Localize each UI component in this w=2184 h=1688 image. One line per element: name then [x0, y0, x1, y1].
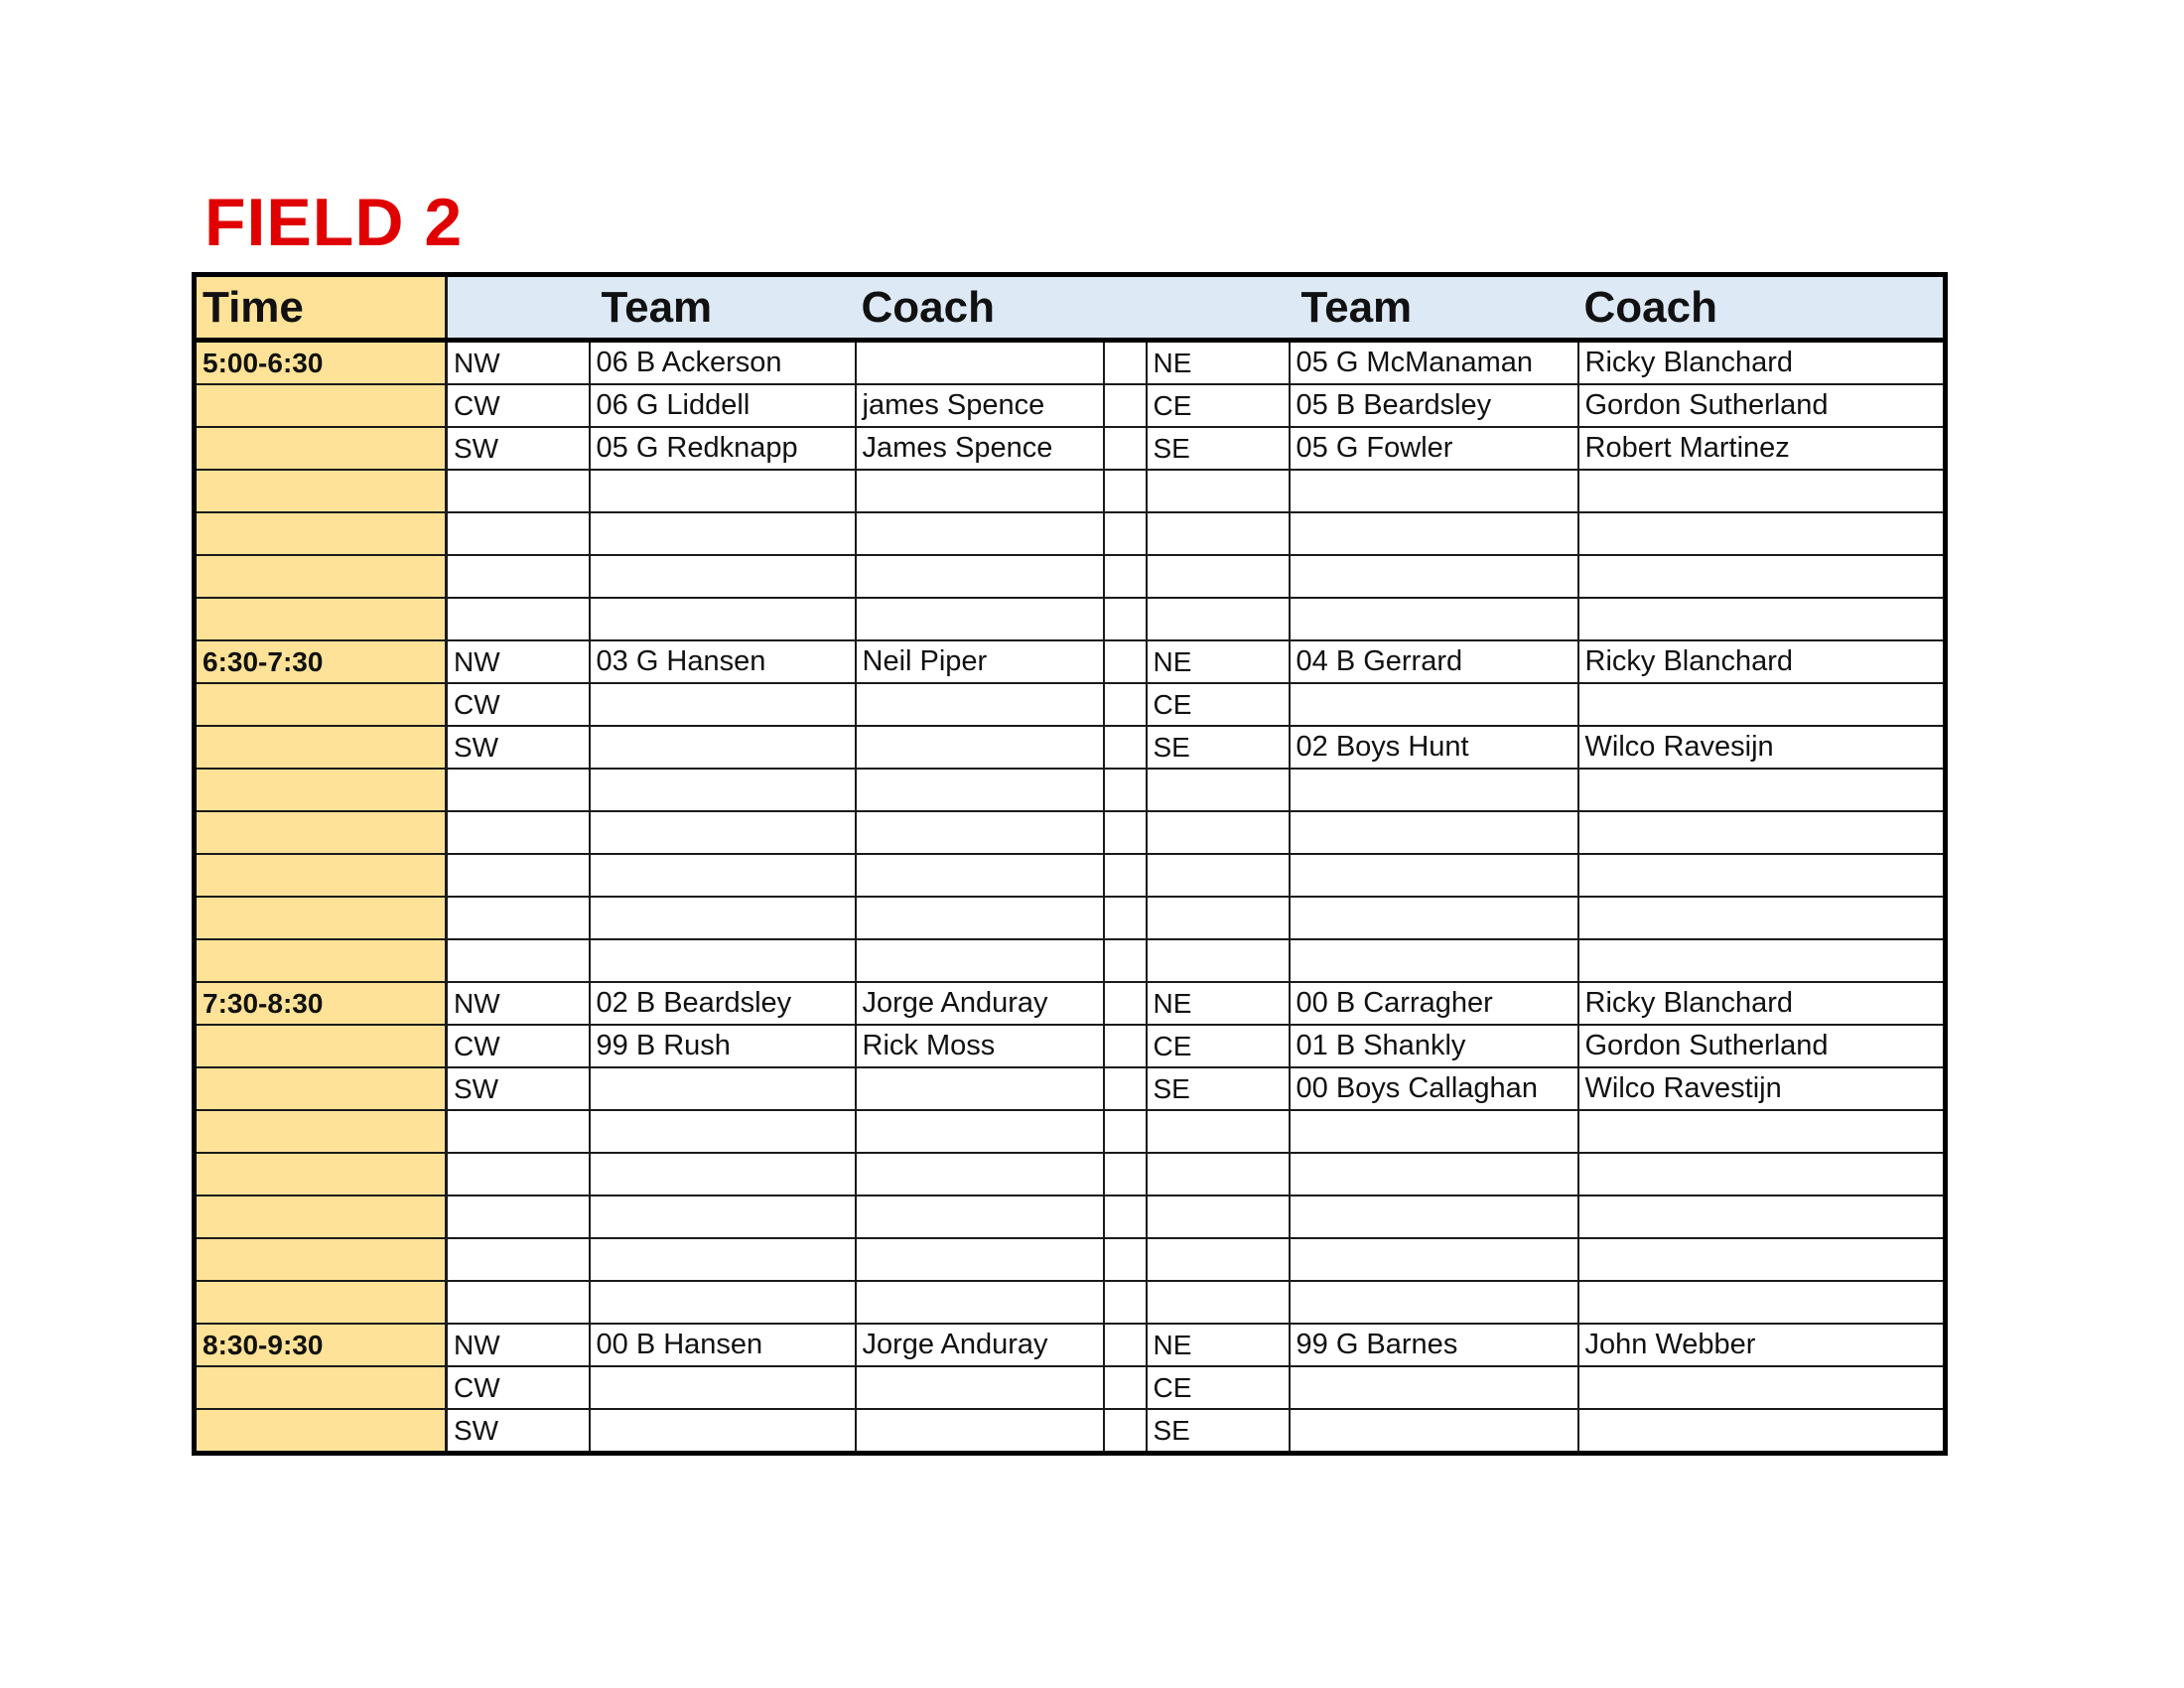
- east-coach-cell: [1578, 854, 1946, 897]
- header-time: Time: [195, 275, 447, 341]
- table-row: [195, 555, 1946, 598]
- west-team-cell: [590, 512, 856, 555]
- table-row: [195, 1110, 1946, 1153]
- east-coach-cell: [1578, 939, 1946, 982]
- east-coach-cell: Ricky Blanchard: [1578, 341, 1946, 385]
- header-coach-left: Coach: [856, 275, 1104, 341]
- east-team-cell: 99 G Barnes: [1290, 1324, 1578, 1366]
- time-cell: [195, 683, 447, 726]
- table-row: [195, 1281, 1946, 1324]
- west-location-cell: [447, 1196, 590, 1238]
- west-coach-cell: [856, 811, 1104, 854]
- east-team-cell: 05 G Fowler: [1290, 427, 1578, 470]
- divider-cell: [1104, 341, 1147, 385]
- header-coach-right: Coach: [1578, 275, 1946, 341]
- west-team-cell: 06 G Liddell: [590, 384, 856, 427]
- east-location-cell: [1147, 939, 1290, 982]
- east-team-cell: 00 B Carragher: [1290, 982, 1578, 1025]
- table-row: [195, 854, 1946, 897]
- east-coach-cell: [1578, 1366, 1946, 1409]
- west-location-cell: [447, 897, 590, 939]
- divider-cell: [1104, 982, 1147, 1025]
- west-coach-cell: Neil Piper: [856, 640, 1104, 683]
- time-cell: [195, 854, 447, 897]
- west-coach-cell: [856, 1409, 1104, 1454]
- east-coach-cell: [1578, 555, 1946, 598]
- east-team-cell: [1290, 1110, 1578, 1153]
- header-team-right: Team: [1290, 275, 1578, 341]
- east-coach-cell: [1578, 1110, 1946, 1153]
- table-row: [195, 470, 1946, 512]
- east-team-cell: [1290, 555, 1578, 598]
- time-cell: 6:30-7:30: [195, 640, 447, 683]
- divider-cell: [1104, 854, 1147, 897]
- time-cell: [195, 726, 447, 769]
- time-cell: [195, 1153, 447, 1196]
- table-row: [195, 1238, 1946, 1281]
- west-location-cell: NW: [447, 640, 590, 683]
- east-location-cell: [1147, 769, 1290, 811]
- west-coach-cell: Rick Moss: [856, 1025, 1104, 1067]
- west-coach-cell: James Spence: [856, 427, 1104, 470]
- east-coach-cell: Ricky Blanchard: [1578, 982, 1946, 1025]
- east-location-cell: [1147, 1238, 1290, 1281]
- table-row: [195, 384, 1946, 427]
- table-row: [195, 512, 1946, 555]
- table-row: [195, 939, 1946, 982]
- time-cell: 8:30-9:30: [195, 1324, 447, 1366]
- east-team-cell: [1290, 1366, 1578, 1409]
- east-coach-cell: Gordon Sutherland: [1578, 1025, 1946, 1067]
- east-location-cell: CE: [1147, 1366, 1290, 1409]
- east-team-cell: [1290, 854, 1578, 897]
- east-team-cell: [1290, 598, 1578, 640]
- header-team-left: Team: [590, 275, 856, 341]
- divider-cell: [1104, 683, 1147, 726]
- east-location-cell: [1147, 598, 1290, 640]
- west-coach-cell: [856, 897, 1104, 939]
- west-coach-cell: [856, 512, 1104, 555]
- table-row: [195, 341, 1946, 385]
- west-location-cell: CW: [447, 683, 590, 726]
- divider-cell: [1104, 897, 1147, 939]
- east-location-cell: [1147, 1110, 1290, 1153]
- east-location-cell: [1147, 1153, 1290, 1196]
- east-coach-cell: [1578, 683, 1946, 726]
- west-location-cell: CW: [447, 1366, 590, 1409]
- west-location-cell: NW: [447, 1324, 590, 1366]
- east-coach-cell: John Webber: [1578, 1324, 1946, 1366]
- time-cell: [195, 1238, 447, 1281]
- west-team-cell: [590, 555, 856, 598]
- east-location-cell: CE: [1147, 384, 1290, 427]
- west-coach-cell: [856, 341, 1104, 385]
- west-coach-cell: Jorge Anduray: [856, 982, 1104, 1025]
- west-team-cell: [590, 854, 856, 897]
- east-location-cell: CE: [1147, 1025, 1290, 1067]
- west-location-cell: [447, 769, 590, 811]
- west-coach-cell: [856, 1366, 1104, 1409]
- east-location-cell: SE: [1147, 1409, 1290, 1454]
- page-title: FIELD 2: [205, 185, 464, 260]
- time-cell: [195, 470, 447, 512]
- west-team-cell: [590, 1067, 856, 1110]
- east-team-cell: 02 Boys Hunt: [1290, 726, 1578, 769]
- east-coach-cell: [1578, 769, 1946, 811]
- divider-cell: [1104, 1153, 1147, 1196]
- header-spacer: [1147, 275, 1290, 341]
- east-location-cell: NE: [1147, 982, 1290, 1025]
- east-coach-cell: [1578, 1409, 1946, 1454]
- east-coach-cell: [1578, 1238, 1946, 1281]
- table-row: [195, 640, 1946, 683]
- table-row: [195, 1025, 1946, 1067]
- west-location-cell: [447, 1281, 590, 1324]
- table-row: [195, 726, 1946, 769]
- west-team-cell: [590, 470, 856, 512]
- west-coach-cell: [856, 1153, 1104, 1196]
- west-team-cell: [590, 683, 856, 726]
- east-team-cell: [1290, 1281, 1578, 1324]
- divider-cell: [1104, 811, 1147, 854]
- west-coach-cell: [856, 470, 1104, 512]
- divider-cell: [1104, 1409, 1147, 1454]
- west-team-cell: [590, 1153, 856, 1196]
- west-team-cell: [590, 726, 856, 769]
- west-team-cell: [590, 1366, 856, 1409]
- west-coach-cell: [856, 939, 1104, 982]
- west-team-cell: 06 B Ackerson: [590, 341, 856, 385]
- east-team-cell: 04 B Gerrard: [1290, 640, 1578, 683]
- time-cell: [195, 512, 447, 555]
- west-location-cell: SW: [447, 726, 590, 769]
- west-location-cell: [447, 512, 590, 555]
- west-coach-cell: [856, 555, 1104, 598]
- time-cell: [195, 1196, 447, 1238]
- east-coach-cell: [1578, 1153, 1946, 1196]
- west-team-cell: [590, 1281, 856, 1324]
- divider-cell: [1104, 1110, 1147, 1153]
- divider-cell: [1104, 1366, 1147, 1409]
- divider-cell: [1104, 512, 1147, 555]
- table-row: [195, 769, 1946, 811]
- west-location-cell: [447, 555, 590, 598]
- table-row: [195, 1409, 1946, 1454]
- east-location-cell: [1147, 555, 1290, 598]
- divider-cell: [1104, 598, 1147, 640]
- west-location-cell: [447, 598, 590, 640]
- table-row: [195, 811, 1946, 854]
- west-coach-cell: [856, 769, 1104, 811]
- east-location-cell: NE: [1147, 1324, 1290, 1366]
- schedule-body: [195, 341, 1946, 1454]
- west-location-cell: SW: [447, 427, 590, 470]
- time-cell: [195, 811, 447, 854]
- table-row: [195, 1196, 1946, 1238]
- table-row: [195, 1324, 1946, 1366]
- west-location-cell: [447, 854, 590, 897]
- west-coach-cell: [856, 1238, 1104, 1281]
- west-team-cell: [590, 897, 856, 939]
- west-coach-cell: [856, 683, 1104, 726]
- divider-cell: [1104, 1281, 1147, 1324]
- east-team-cell: 05 B Beardsley: [1290, 384, 1578, 427]
- west-coach-cell: [856, 854, 1104, 897]
- table-row: [195, 1366, 1946, 1409]
- east-team-cell: [1290, 811, 1578, 854]
- divider-cell: [1104, 1324, 1147, 1366]
- west-location-cell: [447, 470, 590, 512]
- east-location-cell: [1147, 897, 1290, 939]
- west-team-cell: [590, 598, 856, 640]
- table-row: [195, 1067, 1946, 1110]
- divider-cell: [1104, 470, 1147, 512]
- east-coach-cell: [1578, 470, 1946, 512]
- header-row: [195, 275, 1946, 341]
- west-location-cell: SW: [447, 1067, 590, 1110]
- east-team-cell: 00 Boys Callaghan: [1290, 1067, 1578, 1110]
- east-coach-cell: [1578, 1281, 1946, 1324]
- west-location-cell: SW: [447, 1409, 590, 1454]
- east-team-cell: [1290, 1238, 1578, 1281]
- table-row: [195, 427, 1946, 470]
- east-coach-cell: [1578, 811, 1946, 854]
- time-cell: [195, 1281, 447, 1324]
- divider-cell: [1104, 555, 1147, 598]
- table-row: [195, 683, 1946, 726]
- divider-cell: [1104, 384, 1147, 427]
- west-coach-cell: [856, 1281, 1104, 1324]
- east-coach-cell: [1578, 598, 1946, 640]
- east-team-cell: [1290, 939, 1578, 982]
- east-location-cell: NE: [1147, 640, 1290, 683]
- west-location-cell: [447, 811, 590, 854]
- west-coach-cell: james Spence: [856, 384, 1104, 427]
- west-location-cell: CW: [447, 384, 590, 427]
- time-cell: [195, 1025, 447, 1067]
- header-spacer: [1104, 275, 1147, 341]
- east-team-cell: [1290, 1409, 1578, 1454]
- time-cell: [195, 555, 447, 598]
- west-location-cell: [447, 1238, 590, 1281]
- west-team-cell: [590, 939, 856, 982]
- east-location-cell: [1147, 512, 1290, 555]
- east-coach-cell: Gordon Sutherland: [1578, 384, 1946, 427]
- east-team-cell: [1290, 769, 1578, 811]
- west-team-cell: [590, 1409, 856, 1454]
- time-cell: [195, 1110, 447, 1153]
- west-team-cell: 05 G Redknapp: [590, 427, 856, 470]
- east-coach-cell: Ricky Blanchard: [1578, 640, 1946, 683]
- divider-cell: [1104, 1238, 1147, 1281]
- time-cell: 5:00-6:30: [195, 341, 447, 385]
- east-coach-cell: Wilco Ravestijn: [1578, 1067, 1946, 1110]
- divider-cell: [1104, 640, 1147, 683]
- east-location-cell: [1147, 811, 1290, 854]
- table-row: [195, 897, 1946, 939]
- header-spacer: [447, 275, 590, 341]
- time-cell: [195, 1067, 447, 1110]
- time-cell: [195, 384, 447, 427]
- west-team-cell: [590, 1110, 856, 1153]
- east-team-cell: 01 B Shankly: [1290, 1025, 1578, 1067]
- west-coach-cell: [856, 1067, 1104, 1110]
- table-row: [195, 598, 1946, 640]
- divider-cell: [1104, 769, 1147, 811]
- east-coach-cell: [1578, 897, 1946, 939]
- west-location-cell: [447, 1153, 590, 1196]
- east-team-cell: [1290, 683, 1578, 726]
- west-location-cell: [447, 1110, 590, 1153]
- time-cell: [195, 769, 447, 811]
- west-location-cell: CW: [447, 1025, 590, 1067]
- east-location-cell: SE: [1147, 1067, 1290, 1110]
- east-team-cell: [1290, 512, 1578, 555]
- divider-cell: [1104, 939, 1147, 982]
- east-location-cell: [1147, 1281, 1290, 1324]
- east-team-cell: [1290, 470, 1578, 512]
- west-team-cell: [590, 769, 856, 811]
- east-team-cell: [1290, 897, 1578, 939]
- divider-cell: [1104, 726, 1147, 769]
- east-location-cell: [1147, 1196, 1290, 1238]
- east-location-cell: NE: [1147, 341, 1290, 385]
- west-team-cell: 02 B Beardsley: [590, 982, 856, 1025]
- east-location-cell: [1147, 470, 1290, 512]
- divider-cell: [1104, 1196, 1147, 1238]
- time-cell: [195, 598, 447, 640]
- west-location-cell: [447, 939, 590, 982]
- east-coach-cell: [1578, 512, 1946, 555]
- west-coach-cell: [856, 1196, 1104, 1238]
- schedule-table: [192, 272, 1948, 1456]
- west-coach-cell: [856, 598, 1104, 640]
- east-team-cell: 05 G McManaman: [1290, 341, 1578, 385]
- time-cell: [195, 897, 447, 939]
- west-coach-cell: Jorge Anduray: [856, 1324, 1104, 1366]
- west-team-cell: [590, 1238, 856, 1281]
- west-location-cell: NW: [447, 341, 590, 385]
- west-team-cell: 99 B Rush: [590, 1025, 856, 1067]
- east-team-cell: [1290, 1153, 1578, 1196]
- east-coach-cell: Robert Martinez: [1578, 427, 1946, 470]
- divider-cell: [1104, 1067, 1147, 1110]
- east-team-cell: [1290, 1196, 1578, 1238]
- west-team-cell: 00 B Hansen: [590, 1324, 856, 1366]
- west-team-cell: [590, 1196, 856, 1238]
- time-cell: [195, 427, 447, 470]
- west-coach-cell: [856, 726, 1104, 769]
- divider-cell: [1104, 1025, 1147, 1067]
- table-row: [195, 1153, 1946, 1196]
- west-team-cell: [590, 811, 856, 854]
- divider-cell: [1104, 427, 1147, 470]
- table-row: [195, 982, 1946, 1025]
- east-location-cell: CE: [1147, 683, 1290, 726]
- east-location-cell: [1147, 854, 1290, 897]
- time-cell: [195, 939, 447, 982]
- time-cell: [195, 1366, 447, 1409]
- east-location-cell: SE: [1147, 427, 1290, 470]
- west-location-cell: NW: [447, 982, 590, 1025]
- east-coach-cell: Wilco Ravesijn: [1578, 726, 1946, 769]
- east-location-cell: SE: [1147, 726, 1290, 769]
- east-coach-cell: [1578, 1196, 1946, 1238]
- west-coach-cell: [856, 1110, 1104, 1153]
- time-cell: [195, 1409, 447, 1454]
- time-cell: 7:30-8:30: [195, 982, 447, 1025]
- west-team-cell: 03 G Hansen: [590, 640, 856, 683]
